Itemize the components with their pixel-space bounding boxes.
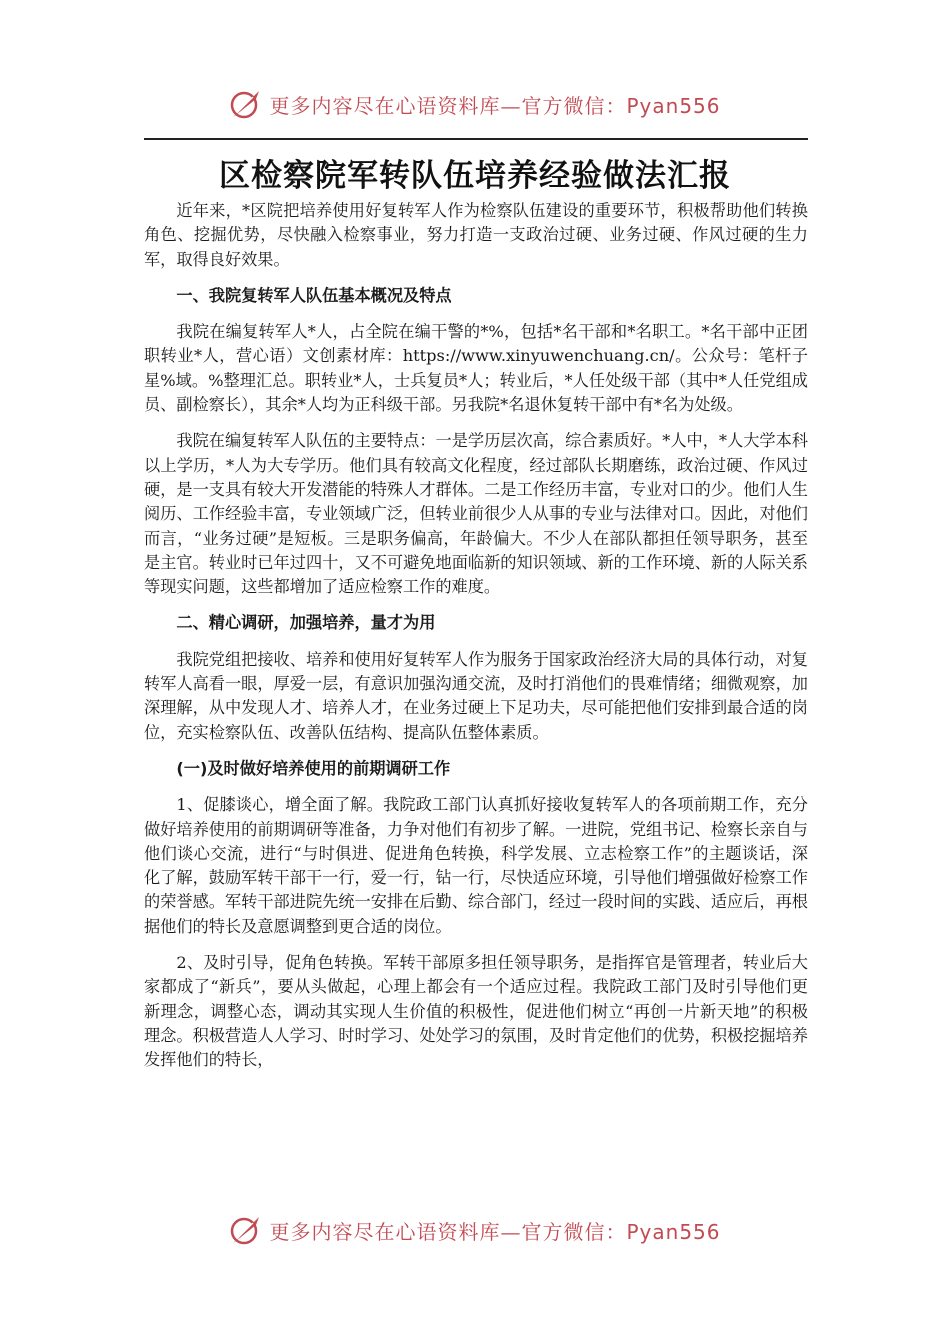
section2-paragraph-3: 2、及时引导，促角色转换。军转干部原多担任领导职务，是指挥官是管理者，转业后大家都成了“新兵”，要从头做起，心理上都会有一个适应过程。我院政工部门及时引导他们更新理念，调整心态，调动其实现人生价值的积极性，促进他们树立“再创一片新天地”的积极理念。积极营造人人学习、时时学习、处处学习的氛围，及时肯定他们的优势，积极挖掘培养发挥他们的特长， [144,953,808,1070]
section2-paragraph-1: 我院党组把接收、培养和使用好复转军人作为服务于国家政治经济大局的具体行动，对复转军人高看一眼，厚爱一层，有意识加强沟通交流，及时打消他们的畏难情绪；细微观察，加深理解，从中发现人才、培养人才，在业务过硬上下足功夫，尽可能把他们安排到最合适的岗位，充实检察队伍、改善队伍结构、提高队伍整体素质。 [144,649,808,742]
section1-paragraph-2: 我院在编复转军人队伍的主要特点：一是学历层次高，综合素质好。*人中，*人大学本科以上学历，*人为大专学历。他们具有较高文化程度，经过部队长期磨练，政治过硬、作风过硬，是一支具有较大开发潜能的特殊人才群体。二是工作经历丰富，专业对口的少。他们人生阅历、工作经验丰富，专业领域广泛，但转业前很少人从事的专业与法律对口。因此，对他们而言，“业务过硬”是短板。三是职务偏高，年龄偏大。不少人在部队都担任领导职务，甚至是主官。转业时已年过四十，又不可避免地面临新的知识领域、新的工作环境、新的人际关系等现实问题，这些都增加了适应检察工作的难度。 [144,431,808,597]
intro-paragraph: 近年来，*区院把培养使用好复转军人作为检察队伍建设的重要环节，积极帮助他们转换角色、挖掘优势，尽快融入检察事业，努力打造一支政治过硬、业务过硬、作风过硬的生力军，取得良好效果。 [144,201,808,269]
section-heading-2: 二、精心调研，加强培养，量才为用 [176,613,436,633]
quill-logo-icon [229,1213,263,1247]
section-heading-1: 一、我院复转军人队伍基本概况及特点 [176,285,452,305]
sub-heading-1: (一)及时做好培养使用的前期调研工作 [176,758,451,778]
header-banner [0,82,950,126]
document-body [144,199,808,1073]
footer-banner [0,1208,950,1252]
header-divider [144,138,808,140]
quill-logo-icon [229,87,263,121]
section2-paragraph-2: 1、促膝谈心，增全面了解。我院政工部门认真抓好接收复转军人的各项前期工作，充分做好培养使用的前期调研等准备，力争对他们有初步了解。一进院，党组书记、检察长亲自与他们谈心交流，进行“与时俱进、促进角色转换，科学发展、立志检察工作”的主题谈话，深化了解，鼓励军转干部干一行，爱一行，钻一行，尽快适应环境，引导他们增强做好检察工作的荣誉感。军转干部进院先统一安排在后勤、综合部门，经过一段时间的实践、适应后，再根据他们的特长及意愿调整到更合适的岗位。 [144,795,808,936]
banner-text: 更多内容尽在心语资料库—官方微信：Pyan556 [269,1219,721,1244]
section1-paragraph-1: 我院在编复转军人*人，占全院在编干警的*%，包括*名干部和*名职工。*名干部中正团职转业*人，营心语）文创素材库：https://www.xinyuwenchuang.cn/。公众号：笔杆子星%域。%整理汇总。职转业*人，士兵复员*人；转业后，*人任处级干部（其中*人任党组成员、副检察长），其余*人均为正科级干部。另我院*名退休复转干部中有*名为处级。 [144,322,808,415]
banner-text: 更多内容尽在心语资料库—官方微信：Pyan556 [269,93,721,118]
document-title: 区检察院军转队伍培养经验做法汇报 [219,158,731,194]
